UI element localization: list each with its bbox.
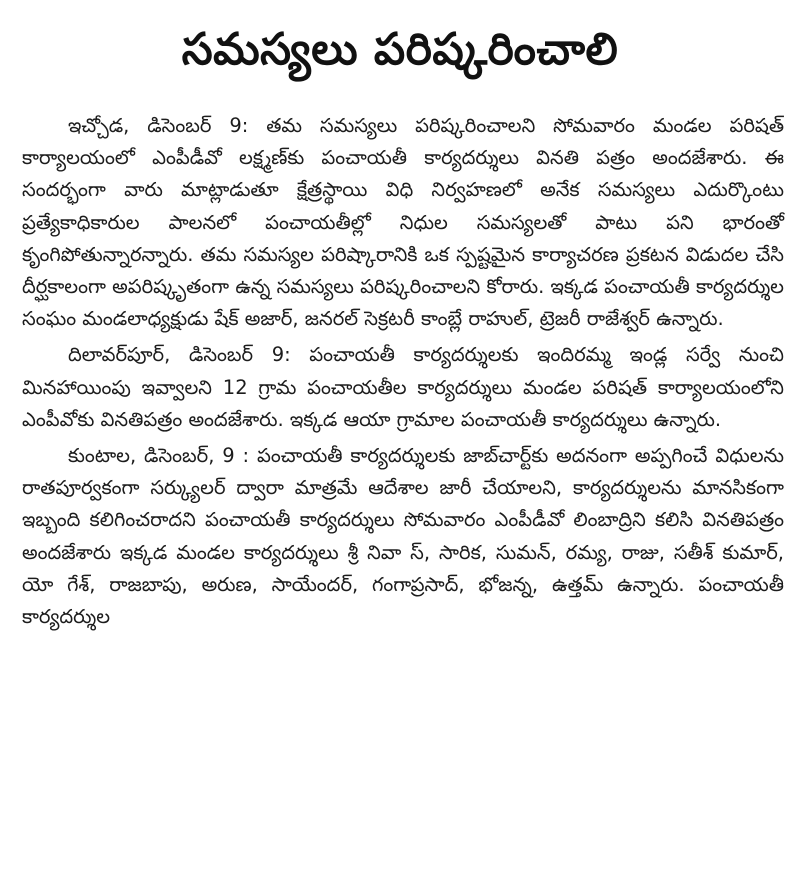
cropped-next-line — [22, 872, 784, 884]
paragraph-kuntala: కుంటాల, డిసెంబర్, 9 : పంచాయతీ కార్యదర్శులకు జాబ్‌చార్ట్‌కు అదనంగా అప్పగించే విధులను రాతపూర్వకంగా సర్క్యులర్ ద్వారా మాత్రమే ఆదేశాల జారీ చేయాలని, కార్యదర్శులను మానసికంగా ఇబ్బంది కలిగించరాదని పంచాయతీ కార్యదర్శులు సోమవారం ఎంపీడీవో లింబాద్రిని కలిసి వినతిపత్రం అందజేశారు ఇక్కడ మండల కార్యదర్శులు శ్రీ నివా స్, సారిక, సుమన్, రమ్య, రాజు, సతీశ్ కుమార్, యో గేశ్, రాజబాపు, అరుణ, సాయేందర్, గంగాప్రసాద్, భోజన్న, ఉత్తమ్ ఉన్నారు. పంచాయతీ కార్యదర్శుల — [22, 444, 784, 629]
article-body — [22, 110, 784, 633]
cropped-previous-line — [0, 0, 800, 4]
paragraph-dilawarpur: దిలావర్‌పూర్, డిసెంబర్ 9: పంచాయతీ కార్యదర్శులకు ఇందిరమ్మ ఇండ్ల సర్వే నుంచి మినహాయింపు ఇవ్వాలని 12 గ్రామ పంచాయతీల కార్యదర్శులు మండల పరిషత్ కార్యాలయంలోని ఎంపీవోకు వినతిపత్రం అందజేశారు. ఇక్కడ ఆయా గ్రామాల పంచాయతీ కార్యదర్శులు ఉన్నారు. — [22, 343, 784, 431]
cropped-text — [22, 872, 784, 884]
headline: సమస్యలు పరిష్కరించాలి — [181, 24, 619, 75]
paragraph-ichoda: ఇచ్చోడ, డిసెంబర్ 9: తమ సమస్యలు పరిష్కరించాలని సోమవారం మండల పరిషత్ కార్యాలయంలో ఎంపీడీవో లక్ష్మణ్‌కు పంచాయతీ కార్యదర్శులు వినతి పత్రం అందజేశారు. ఈ సందర్భంగా వారు మాట్లాడుతూ క్షేత్రస్థాయి విధి నిర్వహణలో అనేక సమస్యలు ఎదుర్కొంటు ప్రత్యేకాధికారుల పాలనలో పంచాయతీల్లో నిధుల సమస్యలతో పాటు పని భారంతో కృంగిపోతున్నారన్నారు. తమ సమస్యల పరిష్కారానికి ఒక స్పష్టమైన కార్యాచరణ ప్రకటన విడుదల చేసి దీర్ఘకాలంగా అపరిష్కృతంగా ఉన్న సమస్యలు పరిష్కరించాలని కోరారు. ఇక్కడ పంచాయతీ కార్యదర్శుల సంఘం మండలాధ్యక్షుడు షేక్ అజార్, జనరల్ సెక్రటరీ కాంబ్లే రాహుల్, ట్రెజరీ రాజేశ్వర్ ఉన్నారు. — [22, 114, 784, 331]
cropped-text — [0, 0, 800, 4]
